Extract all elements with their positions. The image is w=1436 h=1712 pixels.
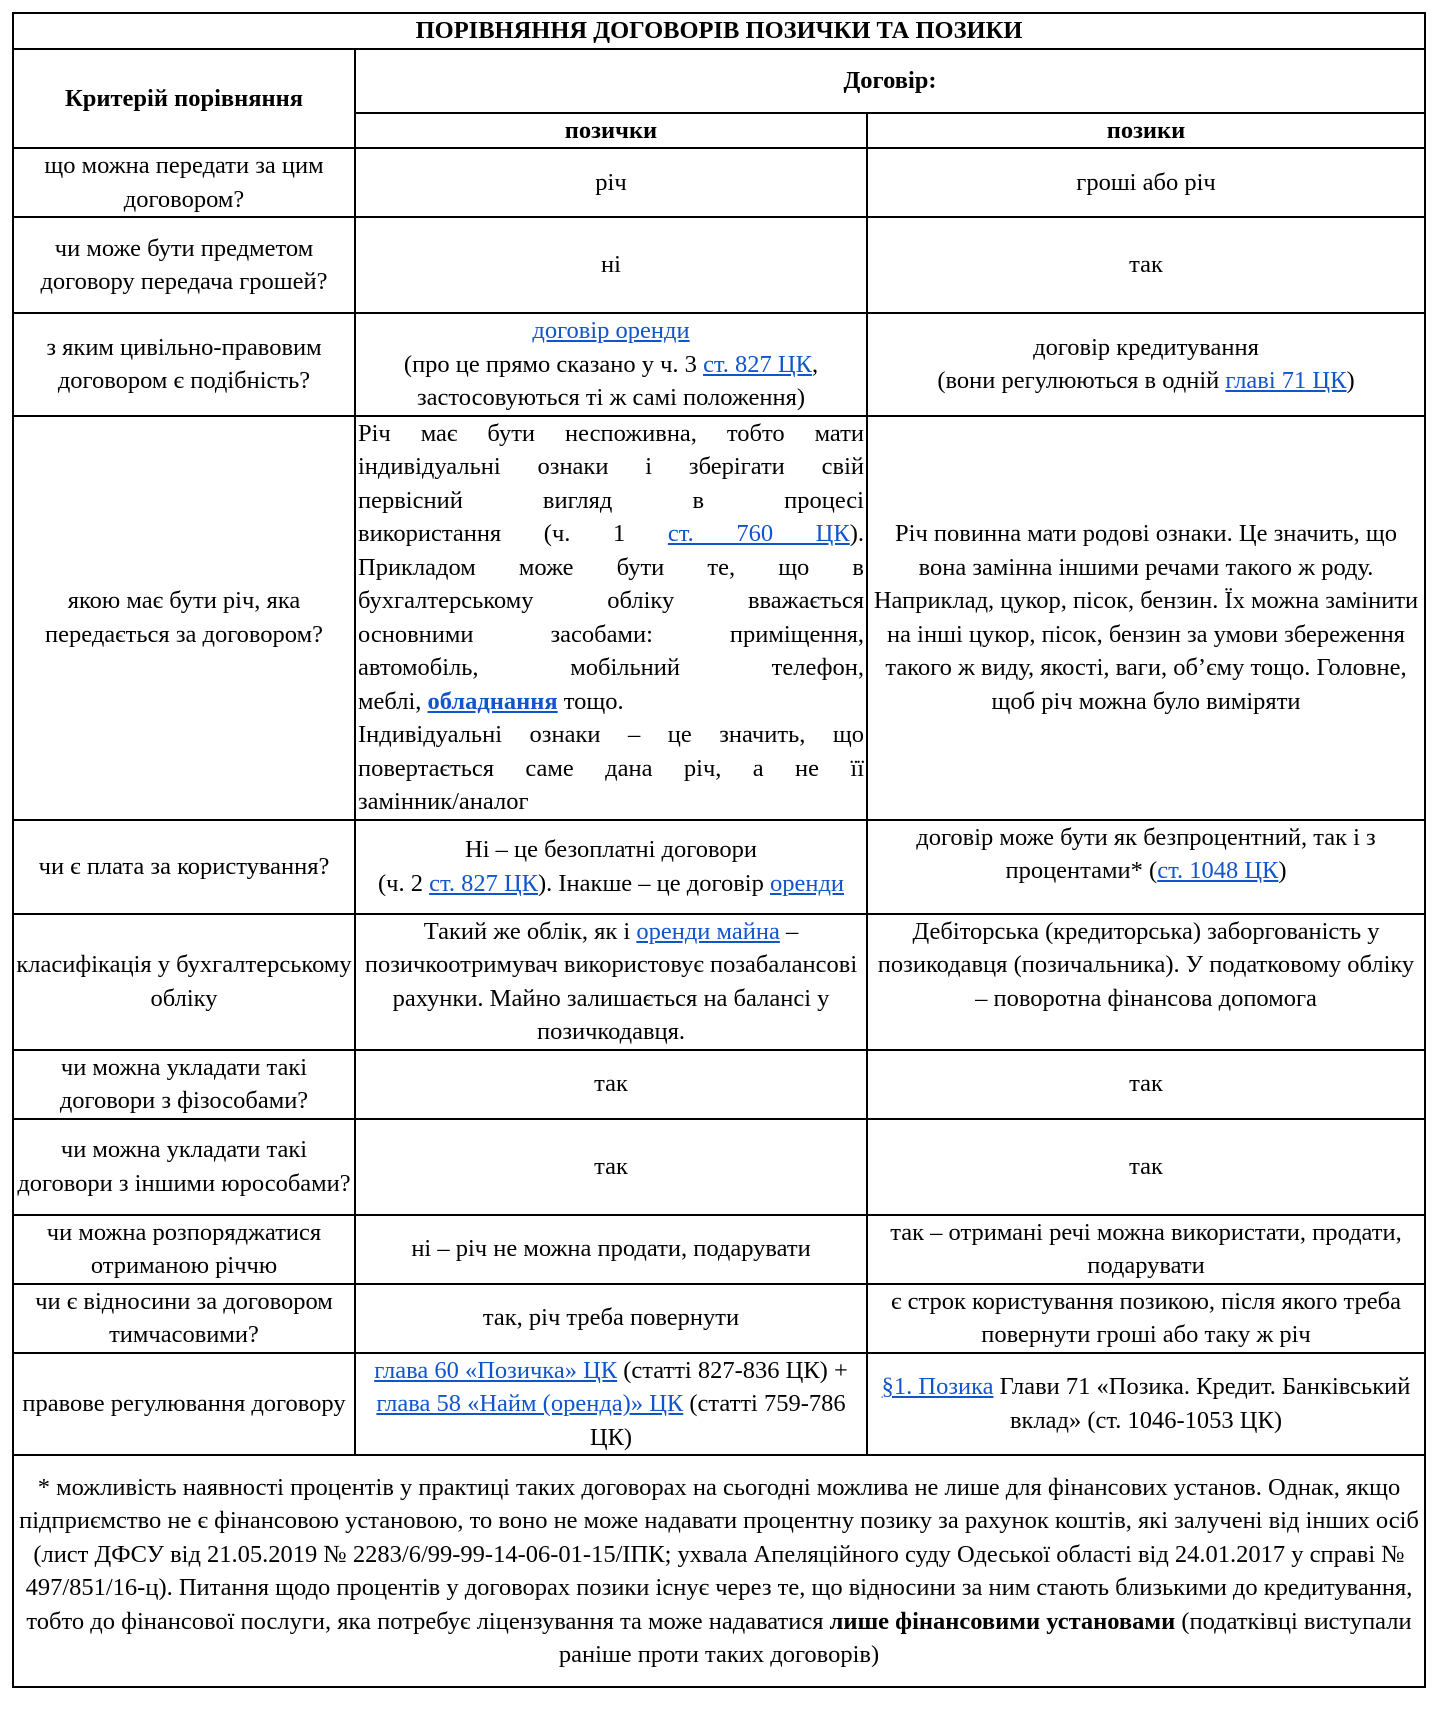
- table-row: [13, 1353, 1425, 1456]
- text-fragment: договір може бути як безпроцентний, так і з процентами* (: [916, 823, 1376, 884]
- text-fragment: тощо.: [557, 687, 624, 715]
- footnote: [13, 1455, 1425, 1687]
- pozyka-cell: гроші або річ: [867, 148, 1425, 217]
- pozychka-cell: річ: [355, 148, 867, 217]
- table-row: [13, 1119, 1425, 1215]
- column-header-pozyka: позики: [867, 113, 1425, 149]
- text-fragment: Ні – це безоплатні договори: [465, 836, 757, 863]
- link-st-827[interactable]: ст. 827 ЦК: [429, 869, 538, 897]
- link-orenda[interactable]: оренди: [769, 869, 845, 897]
- table-row: [13, 1050, 1425, 1119]
- pozychka-cell: так, річ треба повернути: [355, 1284, 867, 1353]
- text-fragment: , застосовуються ті ж самі положення): [416, 350, 819, 411]
- text-fragment: ). Інакше – це договір: [537, 869, 770, 897]
- pozyka-cell: так – отримані речі можна використати, продати, подарувати: [867, 1215, 1425, 1284]
- text-line: [358, 685, 864, 719]
- table-row: [13, 313, 1425, 416]
- pozychka-cell: так: [355, 1050, 867, 1119]
- criterion-cell: чи можна укладати такі договори з іншими юрособами?: [13, 1119, 355, 1215]
- pozyka-cell: [867, 313, 1425, 416]
- table-row: [13, 914, 1425, 1050]
- text-line: автомобіль, мобільний телефон,: [358, 654, 864, 681]
- table-row: [13, 1284, 1425, 1353]
- pozyka-cell: [867, 820, 1425, 914]
- text-fragment: (про це прямо сказано у ч. 3: [403, 350, 704, 378]
- text-line: Річ має бути неспоживна, тобто мати: [358, 419, 864, 447]
- criterion-cell: чи можна розпоряджатися отриманою річчю: [13, 1215, 355, 1284]
- title-row: [13, 13, 1425, 49]
- criterion-header: Критерій порівняння: [13, 49, 355, 149]
- text-line: первісний вигляд в процесі: [358, 486, 864, 514]
- link-st-827[interactable]: ст. 827 ЦК: [703, 350, 812, 378]
- link-chapter-58[interactable]: глава 58 «Найм (оренда)» ЦК: [376, 1390, 684, 1417]
- table-row: [13, 416, 1425, 820]
- footnote-text: (податківці виступали раніше проти таких договорів): [558, 1607, 1412, 1668]
- pozyka-cell: [867, 1353, 1425, 1456]
- text-fragment: – позичкоотримувач використовує позабалансові рахунки. Майно залишається на балансі у позичкодавця.: [364, 917, 858, 1045]
- comparison-table: [12, 12, 1426, 1688]
- pozychka-cell: [355, 1353, 867, 1456]
- pozychka-cell: ні: [355, 217, 867, 313]
- pozychka-cell: [355, 914, 867, 1050]
- pozyka-cell: так: [867, 217, 1425, 313]
- pozyka-cell: Річ повинна мати родові ознаки. Це значить, що вона замінна іншими речами такого ж роду. Наприклад, цукор, пісок, бензин. Їх можна замінити на інші цукор, пісок, бензин за умови збереження такого ж виду, якості, ваги, об’єму тощо. Головне, щоб річ можна було виміряти: [867, 416, 1425, 820]
- pozyka-cell: так: [867, 1050, 1425, 1119]
- column-header-pozychka: позички: [355, 113, 867, 149]
- text-fragment: (вони регулюються в одній: [937, 367, 1226, 395]
- pozychka-cell: [355, 313, 867, 416]
- pozychka-cell: [355, 820, 867, 914]
- link-paragraph-1-loan[interactable]: §1. Позика: [881, 1373, 994, 1401]
- link-chapter-71[interactable]: главі 71 ЦК: [1225, 367, 1347, 395]
- link-equipment[interactable]: обладнання: [427, 687, 558, 715]
- text-fragment: (статті 827-836 ЦК) +: [617, 1356, 848, 1384]
- text-line: замінник/аналог: [358, 788, 529, 815]
- text-fragment: меблі,: [358, 687, 428, 715]
- criterion-cell: чи може бути предметом договору передача грошей?: [13, 217, 355, 313]
- link-chapter-60[interactable]: глава 60 «Позичка» ЦК: [374, 1356, 618, 1384]
- pozyka-cell: Дебіторська (кредиторська) заборгованість у позикодавця (позичальника). У податковому обліку – поворотна фінансова допомога: [867, 914, 1425, 1050]
- table-row: [13, 1215, 1425, 1284]
- criterion-cell: що можна передати за цим договором?: [13, 148, 355, 217]
- footnote-text: * можливість наявності процентів у практиці таких договорах на сьогодні можлива не лише для фінансових установ. Однак, якщо підприємство не є фінансовою установою, то воно не може надавати процентну позику за рахунок коштів, які залучені від інших осіб (лист ДФСУ від 21.05.2019 № 2283/6/99-99-14-06-01-15/ІПК; ухвала Апеляційного суду Одеської області від 24.01.2017 у справі № 497/851/16-ц). Питання щодо процентів у договорах позики існує через те, що відносини за ним стають близькими до кредитування, тобто до фінансової послуги, яка потребує ліцензування та може надаватися: [19, 1473, 1419, 1635]
- pozyka-cell: є строк користування позикою, після якого треба повернути гроші або таку ж річ: [867, 1284, 1425, 1353]
- footnote-row: [13, 1455, 1425, 1687]
- link-st-760[interactable]: ст. 760 ЦК: [667, 520, 850, 547]
- text-fragment: (ч. 2: [377, 869, 430, 897]
- text-line: [358, 517, 864, 551]
- table-row: [13, 820, 1425, 914]
- pozyka-cell: так: [867, 1119, 1425, 1215]
- text-line: бухгалтерському обліку вважається: [358, 587, 864, 614]
- text-line: Прикладом може бути те, що в: [358, 553, 864, 581]
- link-orenda-contract[interactable]: договір оренди: [532, 317, 690, 344]
- text-fragment: договір кредитування: [1033, 333, 1259, 361]
- header-row: [13, 49, 1425, 113]
- text-line: основними засобами: приміщення,: [358, 620, 864, 648]
- text-fragment: ).: [849, 520, 864, 547]
- table-row: [13, 217, 1425, 313]
- contract-header: Договір:: [355, 49, 1425, 113]
- criterion-cell: чи є плата за користування?: [13, 820, 355, 914]
- link-st-1048[interactable]: ст. 1048 ЦК: [1157, 857, 1279, 884]
- text-line: індивідуальні ознаки і зберігати свій: [358, 453, 864, 480]
- pozychka-cell: так: [355, 1119, 867, 1215]
- link-property-lease[interactable]: оренди майна: [636, 917, 780, 945]
- criterion-cell: класифікація у бухгалтерському обліку: [13, 914, 355, 1050]
- pozychka-cell: [355, 416, 867, 820]
- footnote-bold-text: лише фінансовими установами: [829, 1607, 1176, 1635]
- table-row: [13, 148, 1425, 217]
- pozychka-cell: ні – річ не можна продати, подарувати: [355, 1215, 867, 1284]
- text-fragment: ): [1346, 367, 1355, 395]
- text-line: повертається саме дана річ, а не її: [358, 754, 864, 782]
- criterion-cell: чи є відносини за договором тимчасовими?: [13, 1284, 355, 1353]
- text-fragment: (статті 759-786 ЦК): [589, 1390, 846, 1451]
- criterion-cell: правове регулювання договору: [13, 1353, 355, 1456]
- text-fragment: ): [1278, 857, 1287, 884]
- text-fragment: Глави 71 «Позика. Кредит. Банківський вклад» (ст. 1046-1053 ЦК): [993, 1373, 1411, 1434]
- table-title: ПОРІВНЯННЯ ДОГОВОРІВ ПОЗИЧКИ ТА ПОЗИКИ: [13, 13, 1425, 49]
- criterion-cell: чи можна укладати такі договори з фізособами?: [13, 1050, 355, 1119]
- text-fragment: використання (ч. 1: [358, 520, 626, 547]
- criterion-cell: якою має бути річ, яка передається за договором?: [13, 416, 355, 820]
- text-fragment: Такий же облік, як і: [423, 917, 637, 945]
- criterion-cell: з яким цивільно-правовим договором є подібність?: [13, 313, 355, 416]
- text-line: Індивідуальні ознаки – це значить, що: [358, 721, 864, 748]
